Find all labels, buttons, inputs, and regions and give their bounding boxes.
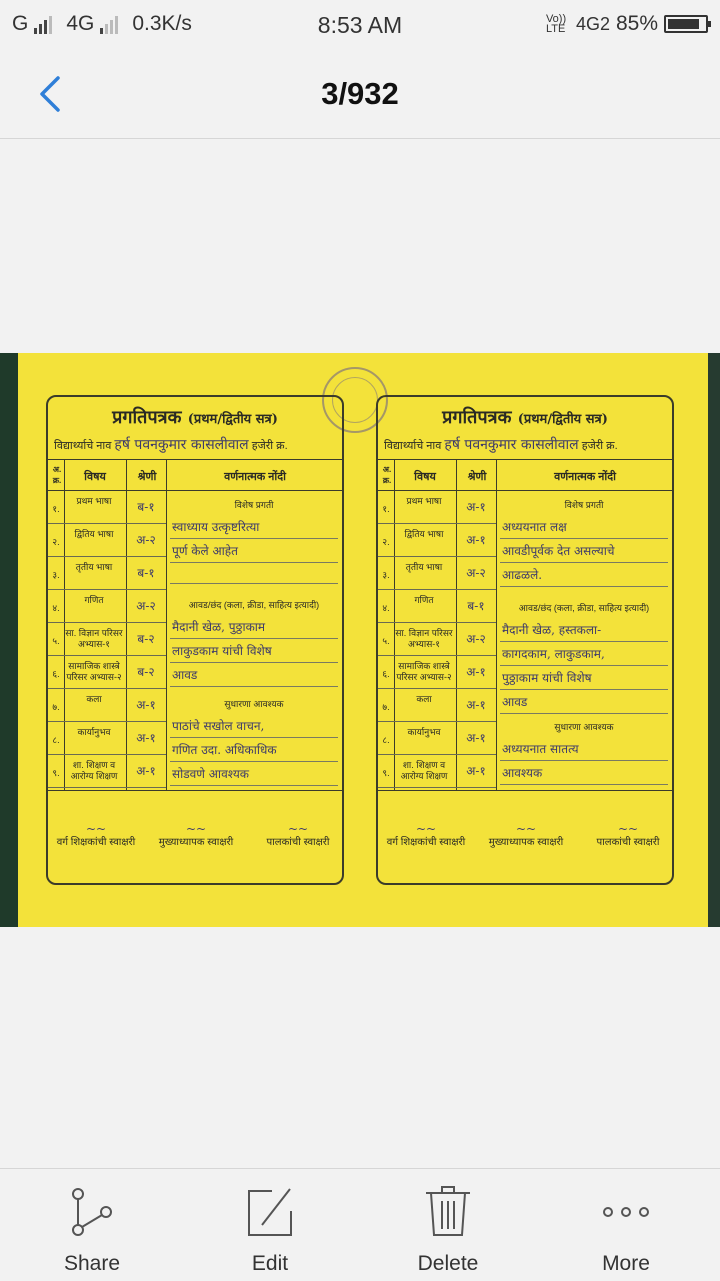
row-subject: तृतीय भाषा — [405, 562, 443, 572]
row-grade: अ-१ — [466, 731, 486, 745]
row-subject: सामाजिक शास्त्रे परिसर अभ्यास-२ — [66, 661, 122, 682]
document-photo[interactable] — [0, 353, 720, 927]
status-bar — [0, 0, 720, 52]
student-name: हर्ष पवनकुमार कासलीवाल — [444, 437, 579, 453]
row-grade: अ-२ — [466, 566, 486, 580]
row-number: ३. — [52, 570, 60, 580]
row-grade: ब-२ — [137, 632, 155, 646]
table-row — [48, 589, 166, 623]
sig-parent-label: पालकांची स्वाक्षरी — [596, 837, 660, 848]
row-subject: कार्यानुभव — [77, 727, 111, 737]
more-button[interactable] — [556, 1169, 696, 1281]
row-number: २. — [382, 537, 390, 547]
notes-left — [170, 494, 338, 786]
row-number: ७. — [52, 702, 60, 712]
table-row — [378, 490, 496, 524]
row-number: ५. — [52, 636, 60, 646]
table-header — [378, 460, 672, 491]
card-title — [48, 405, 342, 429]
edit-label: Edit — [251, 1252, 289, 1275]
table-header — [48, 460, 342, 491]
sig-teacher-label: वर्ग शिक्षकांची स्वाक्षरी — [386, 837, 466, 848]
row-subject: सा. विज्ञान परिसर अभ्यास-१ — [65, 628, 123, 649]
col-subject: विषय — [84, 471, 106, 483]
table-row — [378, 754, 496, 788]
name-label: विद्यार्थ्याचे नाव — [384, 440, 442, 452]
share-label: Share — [63, 1252, 121, 1275]
delete-button[interactable] — [378, 1169, 518, 1281]
student-name-line — [384, 435, 666, 454]
row-subject: प्रथम भाषा — [76, 496, 112, 506]
note-line: सोडवणे आवश्यक — [170, 762, 338, 786]
note-line: अध्ययनात सातत्य — [500, 737, 668, 761]
note-line: कागदकाम, लाकुडकाम, — [500, 642, 668, 666]
status-right — [546, 12, 708, 36]
row-number: ५. — [382, 636, 390, 646]
student-name: हर्ष पवनकुमार कासलीवाल — [114, 437, 249, 453]
row-grade: ब-१ — [467, 599, 485, 613]
improve-label: सुधारणा आवश्यक — [224, 699, 284, 709]
row-grade: अ-१ — [466, 533, 486, 547]
teacher-signature: ~~ वर्ग शिक्षकांची स्वाक्षरी — [56, 822, 136, 848]
student-name-line — [54, 435, 336, 454]
row-number: ९. — [382, 768, 390, 778]
app-bar — [0, 52, 720, 139]
row-subject: कला — [416, 694, 432, 704]
row-subject: द्वितिय भाषा — [74, 529, 114, 539]
more-dots-icon — [602, 1185, 650, 1239]
table-row — [48, 523, 166, 557]
row-grade: अ-१ — [466, 500, 486, 514]
row-subject: गणित — [414, 595, 434, 605]
table-row — [48, 754, 166, 788]
note-line: मैदानी खेळ, हस्तकला- — [500, 618, 668, 642]
col-grade: श्रेणी — [467, 471, 487, 483]
row-number: ९. — [52, 768, 60, 778]
row-grade: अ-१ — [466, 764, 486, 778]
row-number: ४. — [52, 603, 60, 613]
signatures — [378, 797, 672, 881]
battery-label: 85% — [615, 12, 658, 35]
row-grade: ब-१ — [137, 500, 155, 514]
card-title-suffix: (प्रथम/द्वितीय सत्र) — [187, 412, 278, 427]
note-line: आवड — [170, 663, 338, 687]
note-line: आढळले. — [500, 563, 668, 587]
table-row — [378, 589, 496, 623]
table-row — [378, 556, 496, 590]
grades-table — [48, 459, 342, 791]
table-row — [48, 622, 166, 656]
row-grade: अ-२ — [136, 599, 156, 613]
signatures — [48, 797, 342, 881]
row-number: ७. — [382, 702, 390, 712]
principal-signature: ~~ मुख्याध्यापक स्वाक्षरी — [158, 822, 234, 848]
progress-card-right — [376, 395, 674, 885]
teacher-signature: ~~ वर्ग शिक्षकांची स्वाक्षरी — [386, 822, 466, 848]
clock: 8:53 AM — [317, 12, 403, 38]
parent-signature: ~~ पालकांची स्वाक्षरी — [596, 822, 660, 848]
special-label: विशेष प्रगती — [234, 500, 274, 510]
note-line: पुठ्ठाकाम यांची विशेष — [500, 666, 668, 690]
volte-label: Vo)) LTE — [545, 13, 567, 35]
table-row — [378, 622, 496, 656]
row-subject: शा. शिक्षण व आरोग्य शिक्षण — [70, 760, 118, 781]
name-label: विद्यार्थ्याचे नाव — [54, 440, 112, 452]
sig-teacher-label: वर्ग शिक्षकांची स्वाक्षरी — [56, 837, 136, 848]
principal-signature: ~~ मुख्याध्यापक स्वाक्षरी — [488, 822, 564, 848]
network-label: 4G — [66, 12, 95, 35]
table-row — [378, 721, 496, 755]
row-subject: सा. विज्ञान परिसर अभ्यास-१ — [395, 628, 453, 649]
row-subject: कला — [86, 694, 102, 704]
progress-card-left — [46, 395, 344, 885]
grades-table — [378, 459, 672, 791]
card-title — [378, 405, 672, 429]
share-button[interactable] — [22, 1169, 162, 1281]
sig-principal-label: मुख्याध्यापक स्वाक्षरी — [158, 837, 234, 848]
row-number: ६. — [382, 669, 390, 679]
table-row — [378, 655, 496, 689]
table-row — [48, 556, 166, 590]
row-number: ८. — [52, 735, 60, 745]
trash-icon — [424, 1185, 472, 1239]
sig-principal-label: मुख्याध्यापक स्वाक्षरी — [488, 837, 564, 848]
table-row — [48, 655, 166, 689]
col-grade: श्रेणी — [137, 471, 157, 483]
row-number: १. — [382, 504, 390, 514]
row-grade: अ-१ — [466, 698, 486, 712]
row-number: १. — [52, 504, 60, 514]
table-row — [378, 523, 496, 557]
table-row — [48, 721, 166, 755]
special-label: विशेष प्रगती — [564, 500, 604, 510]
row-subject: प्रथम भाषा — [406, 496, 442, 506]
card-title-suffix: (प्रथम/द्वितीय सत्र) — [517, 412, 608, 427]
note-line: मैदानी खेळ, पुठ्ठाकाम — [170, 615, 338, 639]
sig-parent-label: पालकांची स्वाक्षरी — [266, 837, 330, 848]
notes-right — [500, 494, 668, 785]
table-row — [48, 490, 166, 524]
delete-label: Delete — [417, 1252, 479, 1275]
row-subject: द्वितिय भाषा — [404, 529, 444, 539]
improve-label: सुधारणा आवश्यक — [554, 722, 614, 732]
row-number: ३. — [382, 570, 390, 580]
row-grade: अ-२ — [136, 533, 156, 547]
hobby-label: आवड/छंद (कला, क्रीडा, साहित्य इत्यादी) — [188, 600, 320, 610]
col-sn: अ. क्र. — [52, 465, 62, 485]
hobby-label: आवड/छंद (कला, क्रीडा, साहित्य इत्यादी) — [518, 603, 650, 613]
speed-label: 0.3K/s — [132, 12, 192, 35]
parent-signature: ~~ पालकांची स्वाक्षरी — [266, 822, 330, 848]
roll-label: हजेरी क्र. — [251, 440, 288, 452]
row-grade: ब-२ — [137, 665, 155, 679]
edit-button[interactable] — [200, 1169, 340, 1281]
row-number: २. — [52, 537, 60, 547]
more-label: More — [602, 1252, 650, 1275]
note-line: गणित उदा. अधिकाधिक — [170, 738, 338, 762]
row-subject: शा. शिक्षण व आरोग्य शिक्षण — [400, 760, 448, 781]
bottom-toolbar — [0, 1168, 720, 1281]
note-line: आवडीपूर्वक देत असल्याचे — [500, 539, 668, 563]
note-line: लाकुडकाम यांची विशेष — [170, 639, 338, 663]
note-line: स्वाध्याय उत्कृष्टरित्या — [170, 515, 338, 539]
note-line: आवश्यक — [500, 761, 668, 785]
roll-label: हजेरी क्र. — [581, 440, 618, 452]
edit-icon — [246, 1185, 294, 1239]
row-grade: अ-२ — [466, 632, 486, 646]
table-row — [378, 688, 496, 722]
row-number: ६. — [52, 669, 60, 679]
row-grade: अ-१ — [136, 731, 156, 745]
carrier-label: G — [12, 12, 29, 35]
note-line: अध्ययनात लक्ष — [500, 515, 668, 539]
row-grade: अ-१ — [136, 698, 156, 712]
row-subject: तृतीय भाषा — [75, 562, 113, 572]
row-subject: सामाजिक शास्त्रे परिसर अभ्यास-२ — [396, 661, 452, 682]
row-grade: अ-१ — [466, 665, 486, 679]
col-notes: वर्णनात्मक नोंदी — [224, 471, 286, 483]
battery-icon — [664, 15, 708, 33]
row-subject: गणित — [84, 595, 104, 605]
page-title: 3/932 — [321, 76, 399, 111]
row-grade: ब-१ — [137, 566, 155, 580]
card-title-text: प्रगतिपत्रक — [442, 407, 512, 428]
note-line: पाठांचे सखोल वाचन, — [170, 714, 338, 738]
network2-label: 4G2 — [575, 13, 610, 34]
note-line — [170, 563, 338, 584]
card-title-text: प्रगतिपत्रक — [112, 407, 182, 428]
note-line: पूर्ण केले आहेत — [170, 539, 338, 563]
col-notes: वर्णनात्मक नोंदी — [554, 471, 616, 483]
share-icon — [68, 1185, 116, 1239]
col-sn: अ. क्र. — [382, 465, 392, 485]
photo-background-edge — [0, 353, 18, 927]
row-number: ४. — [382, 603, 390, 613]
row-subject: कार्यानुभव — [407, 727, 441, 737]
col-subject: विषय — [414, 471, 436, 483]
row-number: ८. — [382, 735, 390, 745]
photo-background-edge — [708, 353, 720, 927]
table-row — [48, 688, 166, 722]
row-grade: अ-१ — [136, 764, 156, 778]
note-line: आवड — [500, 690, 668, 714]
